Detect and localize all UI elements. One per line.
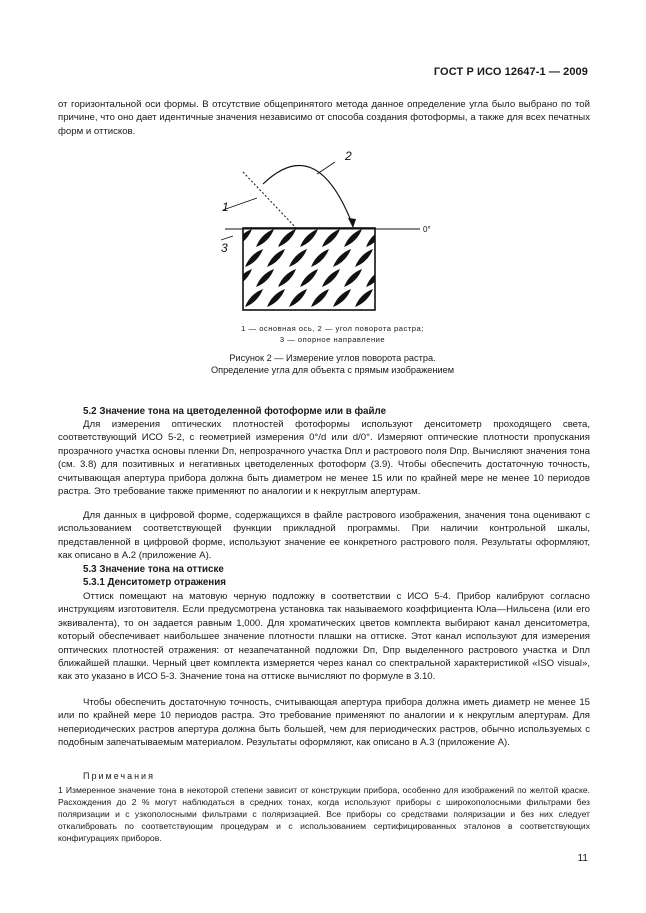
- halftone-dot: [388, 229, 406, 247]
- notes-title: Примечания: [83, 771, 155, 781]
- page-number: 11: [577, 853, 588, 864]
- paragraph-5-3-a: Оттиск помещают на матовую черную подложку в соответствии с ИСО 5-4. Прибор калибруют согласно инструкциям изготовителя. Если предусмотрена установка так называемого коэффициента Юла—Нильсена (или его эквивалента), то он задается равным 1,000. Для хроматических цветов комплекта выбирают канал денситометра, который обеспечивает наибольшее значение плотности плашки на оттиске. Этот канал используют для измерения оптических плотностей отражения: от незапечатанной подложки Dп, Dпр выделенного растрового участка и Dпл ближайшей плашки. Черный цвет комплекта измеряется через канал со спектральной характеристикой «ISO visual», как это указано в ИСО 5-3. Значение тона на оттиске вычисляют по формуле в 3.10.: [58, 591, 590, 683]
- halftone-dot: [256, 269, 274, 287]
- standard-header: ГОСТ Р ИСО 12647-1 — 2009: [433, 66, 588, 78]
- halftone-dot: [333, 249, 351, 267]
- figure-legend: [210, 323, 455, 345]
- halftone-dot: [223, 289, 241, 307]
- halftone-dot: [289, 289, 307, 307]
- halftone-dot: [245, 249, 263, 267]
- halftone-dot: [377, 289, 395, 307]
- halftone-dot: [388, 309, 406, 320]
- halftone-dot: [311, 289, 329, 307]
- heading-5-3: 5.3 Значение тона на оттиске: [83, 564, 224, 575]
- legend-line-1: 1 — основная ось, 2 — угол поворота растра;: [241, 324, 424, 333]
- legend-line-2: 3 — опорное направление: [279, 335, 386, 344]
- intro-paragraph: от горизонтальной оси формы. В отсутствие общепринятого метода данное определение угла было выбрано по той причине, что оно дает идентичные значения независимо от способа создания фотоформы, а также для всех печатных форм и оттисков.: [58, 99, 590, 137]
- halftone-dot: [256, 229, 274, 247]
- halftone-dot: [267, 249, 285, 267]
- halftone-dot: [322, 229, 340, 247]
- halftone-dot: [399, 209, 417, 227]
- screen-angle-figure: [205, 140, 455, 320]
- halftone-dot: [399, 289, 417, 307]
- label-2: 2: [345, 149, 352, 163]
- halftone-dot: [388, 269, 406, 287]
- halftone-dot: [289, 209, 307, 227]
- halftone-dot: [267, 209, 285, 227]
- halftone-dot: [267, 289, 285, 307]
- zero-degree-label: 0°: [423, 225, 431, 234]
- halftone-dot: [322, 269, 340, 287]
- halftone-dot: [355, 209, 373, 227]
- halftone-dot: [289, 249, 307, 267]
- paragraph-5-2-a: Для измерения оптических плотностей фотоформы используют денситометр проходящего света, соответствующий ИСО 5-2, с геометрией измерения 0°/d или d/0°. Измеряют оптические плотности пропускания прозрачного участка основы пленки Dп, непрозрачного участка Dпл и растрового поля Dпр. Вычисляют значения тона (см. 3.8) для позитивных и негативных цветоделенных фотоформ (3.9). Чтобы обеспечить достаточную точность, считывающая апертура прибора должна быть диаметром не менее 15 или по крайней мере не менее 10 периодов растра. Это требование также применяют по аналогии и к некруглым апертурам.: [58, 419, 590, 498]
- halftone-dot: [278, 229, 296, 247]
- paragraph-5-2-b: Для данных в цифровой форме, содержащихся в файле растрового изображения, значения тона оценивают с использованием соответствующей функции прикладной программы. При наличии контрольной шкалы, представленной в цифровой форме, используют значение ее конкретного растрового поля. Результаты оформляют, как описано в А.2 (приложение А).: [58, 510, 590, 562]
- halftone-dot: [377, 249, 395, 267]
- figure-caption: Рисунок 2 — Измерение углов поворота растра. Определение угла для объекта с прямым изображением: [210, 353, 455, 375]
- label-3: 3: [221, 241, 228, 255]
- halftone-dot: [212, 269, 230, 287]
- paragraph-5-3-b: Чтобы обеспечить достаточную точность, считывающая апертура прибора должна иметь диаметр не менее 15 или по крайней мере 10 периодов растра. Это требование применяют по аналогии и к некруглым апертурам. Для непериодических растров апертура должна быть большей, чем для периодических растров, обычно используемых с подобным запечатываемым материалом. Результаты оформляют, как описано в А.3 (приложение А).: [58, 697, 590, 749]
- halftone-dot: [311, 209, 329, 227]
- halftone-dot: [278, 269, 296, 287]
- halftone-dot: [355, 249, 373, 267]
- angle-arc: [263, 165, 353, 226]
- halftone-dot: [212, 309, 230, 320]
- halftone-dot: [344, 229, 362, 247]
- halftone-dot: [333, 289, 351, 307]
- halftone-dot: [300, 269, 318, 287]
- halftone-dot: [344, 269, 362, 287]
- halftone-dot: [355, 289, 373, 307]
- label-1: 1: [222, 200, 229, 214]
- note-1-text: 1 Измеренное значение тона в некоторой степени зависит от конструкции прибора, особенно для изображений по желтой краске. Расхождения до 2 % могут наблюдаться в средних тонах, когда используют приборы с широкополосными фильтрами без поляризации и с узкополосными фильтрами с поляризацией. Все приборы со средствами поляризации и без них следует откалибровать по соответствующим процедурам и с использованием сертифицированных эталонов в соответствующих конфигурациях приборов.: [58, 785, 590, 843]
- arc-arrowhead: [348, 218, 356, 228]
- heading-5-2: 5.2 Значение тона на цветоделенной фотоформе или в файле: [83, 406, 387, 417]
- halftone-dot: [245, 209, 263, 227]
- heading-5-3-1: 5.3.1 Денситометр отражения: [83, 577, 226, 588]
- halftone-dot: [399, 249, 417, 267]
- halftone-dot: [311, 249, 329, 267]
- halftone-dot: [245, 289, 263, 307]
- halftone-dot: [300, 229, 318, 247]
- halftone-dot: [377, 209, 395, 227]
- halftone-dot: [333, 209, 351, 227]
